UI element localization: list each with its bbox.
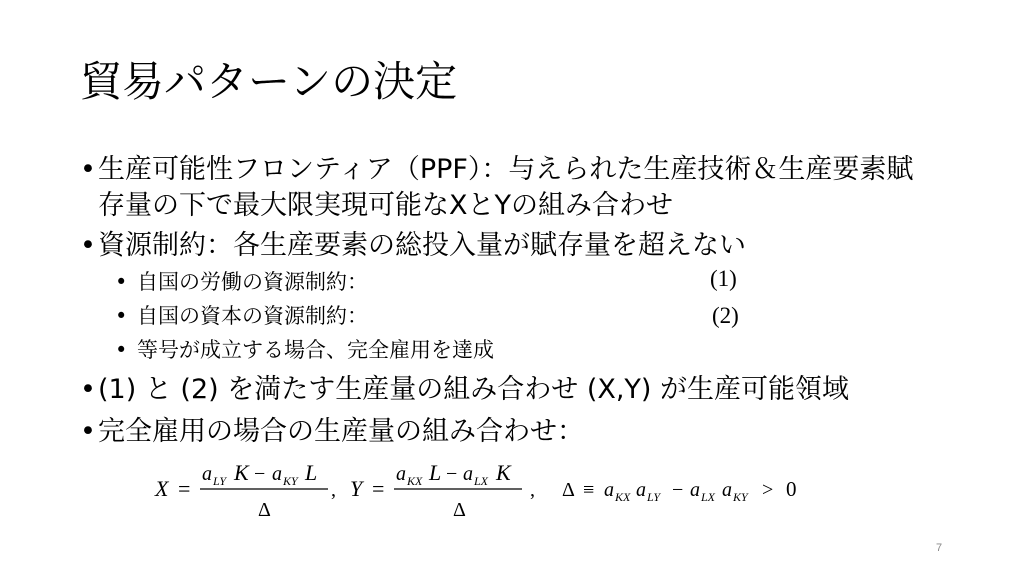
formula-delta: Δ (258, 499, 271, 521)
bullet-dot: • (115, 304, 128, 328)
page-number: 7 (936, 542, 943, 554)
formula-subscript: LY (647, 490, 661, 504)
full-employment-formula (150, 456, 830, 528)
formula-subscript: KY (283, 474, 298, 488)
formula-delta: Δ (562, 479, 575, 501)
formula-variable: K (234, 460, 249, 485)
formula-coefficient: a (636, 479, 646, 501)
bullet-dot: • (80, 154, 96, 185)
formula-variable: L (429, 460, 442, 485)
formula-coefficient: a (396, 463, 406, 485)
formula-x-symbol: X (155, 476, 169, 501)
formula-delta: Δ (453, 499, 466, 521)
bullet-dot: • (115, 338, 128, 362)
bullet-dot: • (80, 416, 96, 447)
subbullet-text: 自国の資本の資源制約： (137, 304, 368, 328)
formula-minus: − (672, 479, 684, 501)
formula-coefficient: a (722, 479, 732, 501)
formula-comma: , (530, 479, 535, 501)
bullet-text: 存量の下で最大限実現可能なXとYの組み合わせ (98, 190, 673, 221)
bullet-dot: • (80, 374, 96, 405)
bullet-text: 資源制約：各生産要素の総投入量が賦存量を超えない (98, 230, 746, 261)
formula-subscript: KY (733, 490, 748, 504)
formula-coefficient: a (463, 463, 473, 485)
formula-minus: − (254, 463, 266, 485)
formula-variable: L (305, 460, 318, 485)
formula-subscript: LY (213, 474, 227, 488)
equation-number-2: (2) (712, 303, 739, 328)
formula-minus: − (446, 463, 458, 485)
bullet-text: (1) と (2) を満たす生産量の組み合わせ (X,Y) が生産可能領域 (98, 374, 850, 405)
formula-greater-than: > (762, 479, 774, 501)
slide-title: 貿易パターンの決定 (80, 57, 458, 106)
bullet-text: 完全雇用の場合の生産量の組み合わせ： (98, 416, 584, 447)
formula-comma: , (331, 479, 336, 501)
formula-equals: = (372, 476, 385, 501)
formula-y-symbol: Y (350, 476, 363, 501)
formula-subscript: LX (701, 490, 716, 504)
subbullet-text: 等号が成立する場合、完全雇用を達成 (137, 338, 494, 362)
subbullet-text: 自国の労働の資源制約： (137, 270, 368, 294)
formula-subscript: KX (407, 474, 423, 488)
equation-number-1: (1) (710, 266, 737, 291)
bullet-dot: • (80, 230, 96, 261)
formula-coefficient: a (202, 463, 212, 485)
formula-equals: = (178, 476, 191, 501)
bullet-dot: • (115, 270, 128, 294)
formula-zero: 0 (786, 477, 797, 501)
formula-coefficient: a (690, 479, 700, 501)
formula-subscript: KX (615, 490, 631, 504)
formula-subscript: LX (474, 474, 489, 488)
formula-coefficient: a (272, 463, 282, 485)
formula-variable: K (496, 460, 511, 485)
bullet-text: 生産可能性フロンティア（PPF）：与えられた生産技術＆生産要素賦 (98, 154, 914, 185)
formula-equiv: ≡ (583, 479, 595, 501)
formula-coefficient: a (604, 479, 614, 501)
